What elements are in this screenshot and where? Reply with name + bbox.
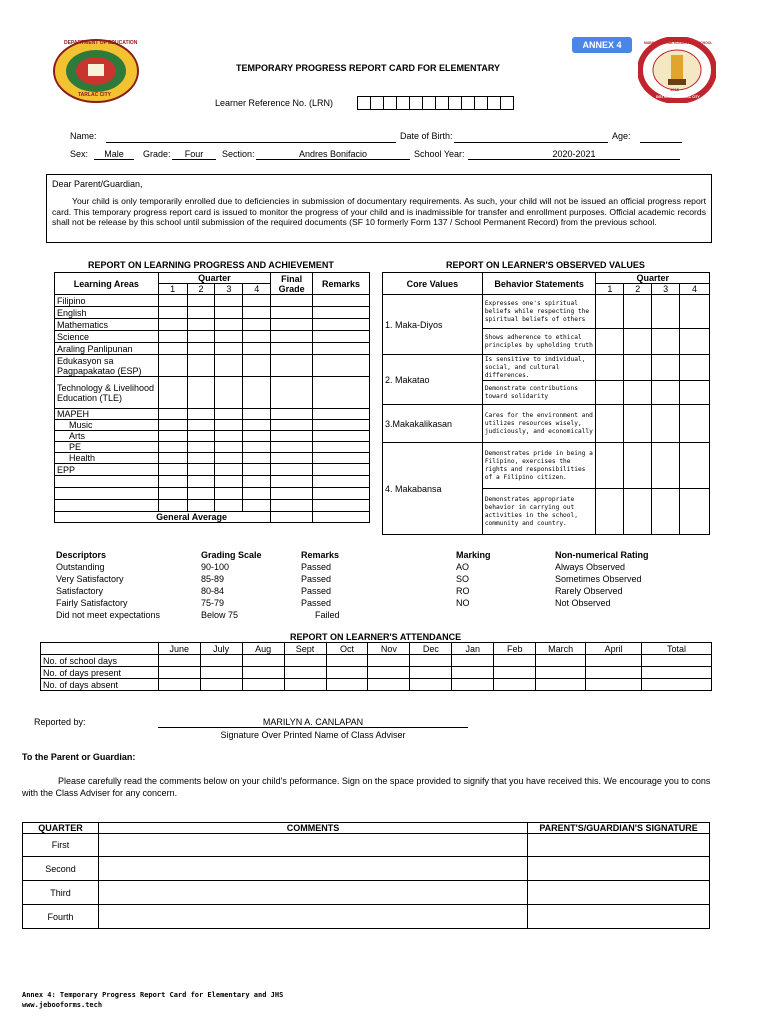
- behavior-statement: Demonstrate contributions toward solidarity: [482, 381, 596, 405]
- core-value-label: 3.Makakalikasan: [383, 405, 483, 443]
- sy-label: School Year:: [414, 149, 465, 159]
- lrn-boxes[interactable]: [358, 96, 514, 110]
- marking-code: NO: [456, 598, 470, 608]
- table-row: [23, 834, 710, 857]
- q-4: 4: [243, 284, 271, 295]
- comment-cell[interactable]: [98, 881, 527, 905]
- area-label: Health: [55, 453, 159, 464]
- table-row: [55, 476, 370, 488]
- h-final-grade: Final Grade: [271, 273, 313, 295]
- marking-code: AO: [456, 562, 470, 572]
- age-field[interactable]: [640, 142, 682, 143]
- table-row: [55, 464, 370, 476]
- area-label: Technology & Livelihood Education (TLE): [55, 377, 159, 409]
- quarter-label: Third: [23, 881, 99, 905]
- lrn-label: Learner Reference No. (LRN): [215, 98, 334, 108]
- parent-note-line1: Please carefully read the comments below on your child's peformance. Sign on the space provided to signify that you have received this. We encourage you to cons: [58, 776, 711, 786]
- comment-cell[interactable]: [98, 834, 527, 857]
- descriptor: Fairly Satisfactory: [56, 598, 128, 608]
- area-label: EPP: [55, 464, 159, 476]
- general-average-label: General Average: [55, 512, 271, 523]
- area-label: Filipino: [55, 295, 159, 307]
- quarter-label: First: [23, 834, 99, 857]
- behavior-statement: Expresses one's spiritual beliefs while respecting the spiritual beliefs of others: [482, 295, 596, 329]
- table-row: [41, 655, 712, 667]
- table-row: [55, 453, 370, 464]
- deped-logo-text: DEPARTMENT OF EDUCATION: [64, 40, 138, 46]
- attendance-table: [40, 642, 712, 691]
- school-logo: [638, 37, 716, 103]
- descriptors-header: Descriptors: [56, 550, 107, 560]
- grade-value[interactable]: Four: [172, 149, 216, 160]
- table-row: [23, 857, 710, 881]
- month-header: Total: [642, 643, 712, 655]
- grading-scale: 80-84: [201, 586, 225, 596]
- area-label: Science: [55, 331, 159, 343]
- grading-scale: 75-79: [201, 598, 225, 608]
- age-label: Age:: [612, 131, 631, 141]
- area-label: Edukasyon sa Pagpapakatao (ESP): [55, 355, 159, 377]
- h-comments: COMMENTS: [98, 823, 527, 834]
- remark: Passed: [301, 562, 332, 572]
- q-1: 1: [158, 284, 187, 295]
- signature-cell[interactable]: [528, 881, 710, 905]
- month-header: Sept: [284, 643, 326, 655]
- area-label: Mathematics: [55, 319, 159, 331]
- month-header: June: [158, 643, 200, 655]
- attendance-title: REPORT ON LEARNER'S ATTENDANCE: [290, 632, 462, 642]
- footer-url: www.jebooforms.tech: [22, 1001, 103, 1009]
- table-row: [23, 881, 710, 905]
- comment-cell[interactable]: [98, 857, 527, 881]
- school-logo-sub: DISTRICT II · TARLAC CITY: [656, 95, 700, 99]
- core-value-label: 2. Makatao: [383, 355, 483, 405]
- table-row: [55, 377, 370, 409]
- dob-label: Date of Birth:: [400, 131, 453, 141]
- q-3: 3: [215, 284, 243, 295]
- h-core-values: Core Values: [383, 273, 483, 295]
- marking-rating: Sometimes Observed: [555, 574, 642, 584]
- table-row: [55, 500, 370, 512]
- area-label: MAPEH: [55, 409, 159, 420]
- h-values-quarter: Quarter: [596, 273, 710, 284]
- signature-cell[interactable]: [528, 905, 710, 929]
- values-table: Core Values Behavior Statements Quarter 1 2 3 4 1. Maka-Diyos Expresses one's spiritual beliefs while respecting the spiritual beliefs of others Shows adherence to ethical principles by upholding truth 2. Makatao Is sensitive to individual, social, and cultural differences. Demonstrate contributions toward solidarity 3.Makakalikasan Cares for the environment and utilizes resources wisely, judiciously, and economically 4. Makabansa Demonstrates pride in being a Filipino, exercises the rights and responsibilities of a Filipino citizen. Demonstrates appropriate behavior in carrying out activities in the school, community and country.: [382, 272, 710, 535]
- quarter-label: Second: [23, 857, 99, 881]
- month-header: Jan: [452, 643, 494, 655]
- descriptor: Very Satisfactory: [56, 574, 124, 584]
- learning-table: [54, 272, 370, 523]
- dob-field[interactable]: [454, 142, 608, 143]
- h-remarks: Remarks: [313, 273, 370, 295]
- q-2: 2: [187, 284, 215, 295]
- remark: Passed: [301, 598, 332, 608]
- h-signature: PARENT'S/GUARDIAN'S SIGNATURE: [528, 823, 710, 834]
- signature-cell[interactable]: [528, 834, 710, 857]
- table-row: [383, 405, 710, 443]
- area-label: Araling Panlipunan: [55, 343, 159, 355]
- general-average-row: [55, 512, 370, 523]
- adviser-name: MARILYN A. CANLAPAN: [158, 717, 468, 728]
- table-row: [55, 420, 370, 431]
- remark: Passed: [301, 574, 332, 584]
- marking-code: RO: [456, 586, 470, 596]
- letter-salutation: Dear Parent/Guardian,: [52, 179, 143, 189]
- attendance-row-label: No. of days absent: [41, 679, 159, 691]
- signature-cell[interactable]: [528, 857, 710, 881]
- month-header: Nov: [368, 643, 410, 655]
- table-row: [383, 355, 710, 381]
- behavior-statement: Cares for the environment and utilizes resources wisely, judiciously, and economically: [482, 405, 596, 443]
- footer-annex: Annex 4: Temporary Progress Report Card for Elementary and JHS: [22, 991, 284, 999]
- table-row: [55, 355, 370, 377]
- sex-label: Sex:: [70, 149, 89, 159]
- table-row: [55, 319, 370, 331]
- letter-body: Your child is only temporarily enrolled due to deficiencies in submission of documentary requirements. As such, your child will not be issued an official progress report card. This temporary progress report card is issued to monitor the progress of your child and is inadmissible for transfer and enrollment purposes. Official academic records shall not be release by this school until submission of the required documents (SF 10 formerly Form 137 / School Permanent Record) from the previous school.: [52, 196, 706, 227]
- behavior-statement: Demonstrates appropriate behavior in carrying out activities in the school, community and country.: [482, 489, 596, 535]
- month-header: March: [536, 643, 586, 655]
- remark: Failed: [315, 610, 340, 620]
- school-logo-text: MABINI CENTRAL ELEMENTARY SCHOOL: [644, 41, 713, 45]
- marking-code: SO: [456, 574, 470, 584]
- month-header: Oct: [326, 643, 368, 655]
- table-row: [41, 679, 712, 691]
- reported-by-label: Reported by:: [34, 717, 86, 727]
- descriptor: Satisfactory: [56, 586, 104, 596]
- area-label: English: [55, 307, 159, 319]
- grade-label: Grade:: [143, 149, 171, 159]
- comment-cell[interactable]: [98, 905, 527, 929]
- core-value-label: 1. Maka-Diyos: [383, 295, 483, 355]
- descriptor: Outstanding: [56, 562, 105, 572]
- name-field[interactable]: [106, 142, 396, 143]
- h-quarter: Quarter: [158, 273, 270, 284]
- table-row: [55, 409, 370, 420]
- month-header: Feb: [494, 643, 536, 655]
- table-row: [55, 442, 370, 453]
- behavior-statement: Is sensitive to individual, social, and cultural differences.: [482, 355, 596, 381]
- behavior-statement: Demonstrates pride in being a Filipino, exercises the rights and responsibilities of a Filipino citizen.: [482, 443, 596, 489]
- marking-header: Marking: [456, 550, 491, 560]
- behavior-statement: Shows adherence to ethical principles by upholding truth: [482, 329, 596, 355]
- h-learning-areas: Learning Areas: [55, 273, 159, 295]
- h-behavior: Behavior Statements: [482, 273, 596, 295]
- parent-note-heading: To the Parent or Guardian:: [22, 752, 136, 762]
- adviser-caption: Signature Over Printed Name of Class Adviser: [220, 730, 406, 740]
- grading-scale: 85-89: [201, 574, 225, 584]
- marking-rating: Not Observed: [555, 598, 611, 608]
- values-title: REPORT ON LEARNER'S OBSERVED VALUES: [446, 260, 645, 270]
- remarks-header: Remarks: [301, 550, 340, 560]
- non-numerical-header: Non-numerical Rating: [555, 550, 649, 560]
- page-title: TEMPORARY PROGRESS REPORT CARD FOR ELEMENTARY: [236, 63, 501, 73]
- area-label: PE: [55, 442, 159, 453]
- h-quarter-col: QUARTER: [23, 823, 99, 834]
- name-label: Name:: [70, 131, 97, 141]
- marking-rating: Always Observed: [555, 562, 626, 572]
- deped-logo-sub: TARLAC CITY: [78, 92, 111, 98]
- sy-value[interactable]: 2020-2021: [468, 149, 680, 160]
- annex-badge: ANNEX 4: [572, 37, 632, 53]
- table-row: [23, 905, 710, 929]
- table-row: [41, 667, 712, 679]
- comments-table: [22, 822, 710, 929]
- table-row: [55, 488, 370, 500]
- month-header: Aug: [242, 643, 284, 655]
- table-row: [55, 295, 370, 307]
- learning-title: REPORT ON LEARNING PROGRESS AND ACHIEVEMENT: [88, 260, 334, 270]
- descriptor: Did not meet expectations: [56, 610, 161, 620]
- grading-scale: 90-100: [201, 562, 230, 572]
- grading-scale-header: Grading Scale: [201, 550, 262, 560]
- area-label: Music: [55, 420, 159, 431]
- table-row: [55, 307, 370, 319]
- month-header: April: [586, 643, 642, 655]
- quarter-label: Fourth: [23, 905, 99, 929]
- attendance-row-label: No. of school days: [41, 655, 159, 667]
- month-header: Dec: [410, 643, 452, 655]
- section-label: Section:: [222, 149, 255, 159]
- marking-rating: Rarely Observed: [555, 586, 623, 596]
- table-row: [55, 343, 370, 355]
- deped-logo: [52, 38, 140, 104]
- core-value-label: 4. Makabansa: [383, 443, 483, 535]
- sex-value[interactable]: Male: [94, 149, 134, 160]
- table-row: [383, 295, 710, 329]
- table-row: [55, 331, 370, 343]
- parent-note-line2: with the Class Adviser for any concern.: [22, 788, 178, 798]
- school-logo-year: 1915: [670, 87, 679, 92]
- month-header: July: [200, 643, 242, 655]
- table-row: [383, 443, 710, 489]
- letter-box: [46, 174, 712, 243]
- area-label: Arts: [55, 431, 159, 442]
- attendance-row-label: No. of days present: [41, 667, 159, 679]
- grading-scale: Below 75: [201, 610, 239, 620]
- section-value[interactable]: Andres Bonifacio: [256, 149, 410, 160]
- remark: Passed: [301, 586, 332, 596]
- table-row: [55, 431, 370, 442]
